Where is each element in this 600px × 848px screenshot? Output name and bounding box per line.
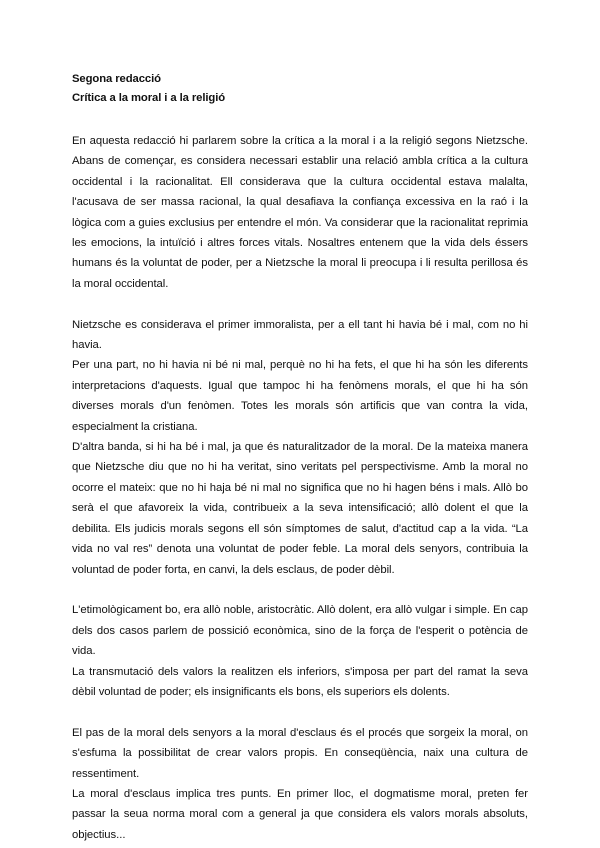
paragraph-three-points: La moral d'esclaus implica tres punts. En primer lloc, el dogmatisme moral, preten fer passar la seua norma moral com a general ja que considera els valors morals absoluts, objectius... [72, 787, 528, 841]
document-title: Crítica a la moral i a la religió [72, 92, 226, 104]
paragraph-no-good-evil: Per una part, no hi havia ni bé ni mal, perquè no hi ha fets, el que hi ha són les diferents interpretacions d'aquests. Igual que tampoc hi ha fenòmens morals, el que hi ha són diverses morals d'un fenòmen. Totes les morals són artificis que van contra la vida, especialment la cristiana. [72, 359, 528, 433]
paragraph-gap [72, 294, 528, 314]
paragraph-gap [72, 580, 528, 600]
title-block [72, 70, 528, 108]
section-heading: Segona redacció [72, 73, 161, 85]
paragraph-gap [72, 702, 528, 722]
paragraph-intro: En aquesta redacció hi parlarem sobre la crítica a la moral i a la religió segons Nietzsche. Abans de començar, es considera necessari establir una relació ambla crítica a la cultura occidental i la racionalitat. Ell considerava que la cultura occidental estava malalta, l'acusava de ser massa racional, la qual desafiava la confiança excessiva en la raó i la lògica com a guies exclusius per entendre el món. Va considerar que la racionalitat reprimia les emocions, la intuïció i altres forces vitals. Nosaltres entenem que la vida dels éssers humans és la voluntat de poder, per a Nietzsche la moral li preocupa i li resulta perillosa és la moral occidental. [72, 135, 528, 290]
paragraph-good-evil: D'altra banda, si hi ha bé i mal, ja que és naturalitzador de la moral. De la mateixa manera que Nietzsche diu que no hi ha veritat, sino veritats pel perspectivisme. Amb la moral no ocorre el mateix: que no hi haja bé ni mal no significa que no hi hagen béns i mals. Allò bo serà el que afavoreix la vida, contribueix a la seva intensificació; allò dolent el que la debilita. Els judicis morals segons ell són símptomes de salut, d'actitud cap a la vida. “La vida no val res” denota una voluntat de poder feble. La moral dels senyors, contribuia la voluntad de poder forta, en canvi, la dels esclaus, de poder dèbil. [72, 441, 528, 576]
paragraph-immoralist: Nietzsche es considerava el primer immoralista, per a ell tant hi havia bé i mal, com no hi havia. [72, 318, 528, 352]
paragraph-etymology: L'etimològicament bo, era allò noble, aristocràtic. Allò dolent, era allò vulgar i simple. En cap dels dos casos parlem de possició econòmica, sino de la força de l'esperit o potència de vida. [72, 604, 528, 658]
paragraph-transmutation: La transmutació dels valors la realitzen els inferiors, s'imposa per part del ramat la seva dèbil voluntad de poder; els insignificants els bons, els superiors els dolents. [72, 665, 528, 698]
paragraph-slave-morality: El pas de la moral dels senyors a la moral d'esclaus és el procés que sorgeix la moral, on s'esfuma la possibilitat de crear valors propis. En conseqüència, naix una cultura de ressentiment. [72, 726, 528, 780]
